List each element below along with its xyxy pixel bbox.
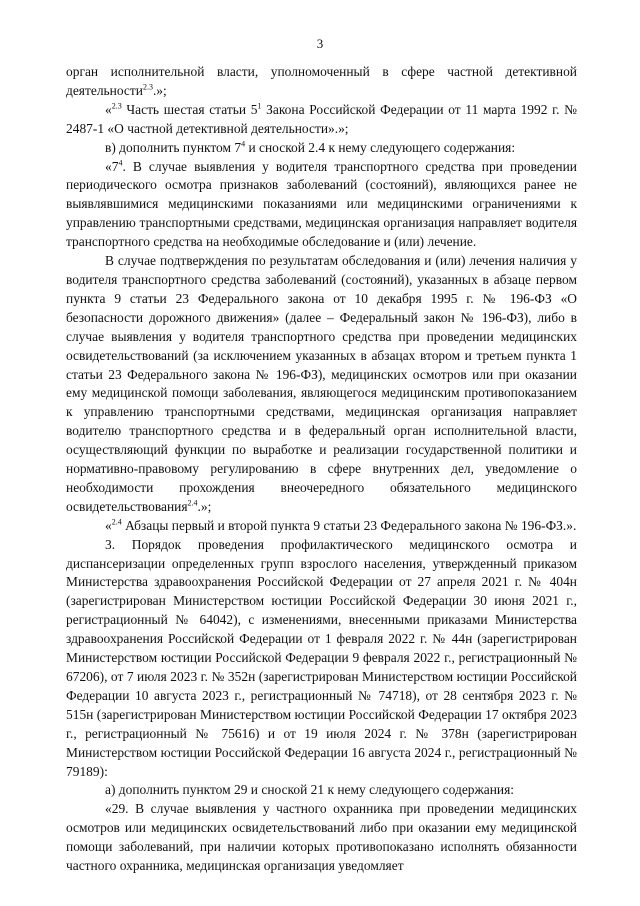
paragraph-p9 — [66, 800, 577, 876]
paragraph-text: .»; — [152, 82, 167, 98]
footnote-marker: 4 — [241, 139, 246, 149]
paragraph-p5 — [66, 252, 577, 517]
footnote-marker: 2.4 — [187, 498, 198, 508]
paragraph-p8 — [66, 781, 577, 800]
footnote-marker: 2.3 — [142, 82, 153, 92]
footnote-marker: 2.3 — [111, 101, 122, 111]
paragraph-text: а) дополнить пунктом 29 и сноской 21 к нему следующего содержания: — [105, 782, 515, 798]
paragraph-text: Часть шестая статьи 5 — [121, 101, 258, 117]
paragraph-p7 — [66, 536, 577, 782]
paragraph-text: « — [105, 101, 112, 117]
footnote-marker: 1 — [257, 101, 262, 111]
paragraph-text: « — [105, 517, 112, 533]
paragraph-text: В случае подтверждения по результатам обследования и (или) лечения наличия у водителя транспортного средства заболеваний (состояний), указанных в абзаце первом пункта 9 статьи 23 Федерального закона от 10 декабря 1995 г. № 196-ФЗ «О безопасности дорожного движения» (далее – Федеральный закон № 196-ФЗ), либо в случае выявления у водителя транспортного средства при проведении медицинских освидетельствований (за исключением указанных в абзацах втором и третьем пункта 1 статьи 23 Федерального закона № 196-ФЗ), медицинских осмотров или при оказании ему медицинской помощи заболевания, являющегося медицинским противопоказанием к управлению транспортными средствами, медицинская организация направляет водителю транспортного средства и в федеральный орган исполнительной власти, осуществляющий функции по выработке и реализации государственной политики и нормативно-правовому регулированию в сфере внутренних дел, уведомление о необходимости прохождения внеочередного обязательного медицинского освидетельствования — [66, 253, 577, 514]
page-number: 3 — [316, 36, 324, 51]
paragraph-text: «29. В случае выявления у частного охранника при проведении медицинских осмотров или медицинских освидетельствований либо при оказании ему медицинской помощи заболеваний, при наличии которых противопоказано исполнять обязанности частного охранника, медицинская организация уведомляет — [66, 801, 577, 874]
paragraph-p6 — [66, 517, 577, 536]
paragraph-text: . В случае выявления у водителя транспортного средства при проведении периодического осмотра признаков заболеваний (состояний), являющихся ранее не выявлявшимися медицинскими показаниями или медицинскими ограничениями к управлению транспортными средствами, медицинская организация направляет водителя транспортного средства на необходимые обследование и (или) лечение. — [66, 158, 577, 250]
paragraph-text: «7 — [105, 158, 119, 174]
paragraph-p4 — [66, 158, 577, 253]
paragraph-text: в) дополнить пунктом 7 — [105, 139, 242, 155]
paragraph-text: Закона Российской Федерации от 11 марта 1992 г. № 2487-1 «О частной детективной деятельности».»; — [66, 101, 577, 136]
paragraph-text: Абзацы первый и второй пункта 9 статьи 23 Федерального закона № 196-ФЗ.». — [121, 517, 577, 533]
paragraph-p2 — [66, 101, 577, 139]
paragraph-p3 — [66, 139, 577, 158]
document-body — [66, 63, 577, 876]
paragraph-text: .»; — [197, 498, 212, 514]
footnote-marker: 4 — [118, 158, 123, 168]
footnote-marker: 2.4 — [111, 517, 122, 527]
paragraph-text: и сноской 2.4 к нему следующего содержания: — [245, 139, 516, 155]
paragraph-text: орган исполнительной власти, уполномоченный в сфере частной детективной деятельности — [66, 64, 577, 98]
paragraph-text: 3. Порядок проведения профилактического медицинского осмотра и диспансеризации определенных групп взрослого населения, утвержденный приказом Министерства здравоохранения Российской Федерации от 27 апреля 2021 г. № 404н (зарегистрирован Министерством юстиции Российской Федерации 30 июня 2021 г., регистрационный № 64042), с изменениями, внесенными приказами Министерства здравоохранения Российской Федерации от 1 февраля 2022 г. № 44н (зарегистрирован Министерством юстиции Российской Федерации 9 февраля 2022 г., регистрационный № 67206), от 7 июля 2023 г. № 352н (зарегистрирован Министерством юстиции Российской Федерации 10 августа 2023 г., регистрационный № 74718), от 28 сентября 2023 г. № 515н (зарегистрирован Министерством юстиции Российской Федерации 17 октября 2023 г., регистрационный № 75616) и от 19 июля 2024 г. № 378н (зарегистрирован Министерством юстиции Российской Федерации 16 августа 2024 г., регистрационный № 79189): — [66, 536, 577, 779]
paragraph-p1 — [66, 63, 577, 101]
